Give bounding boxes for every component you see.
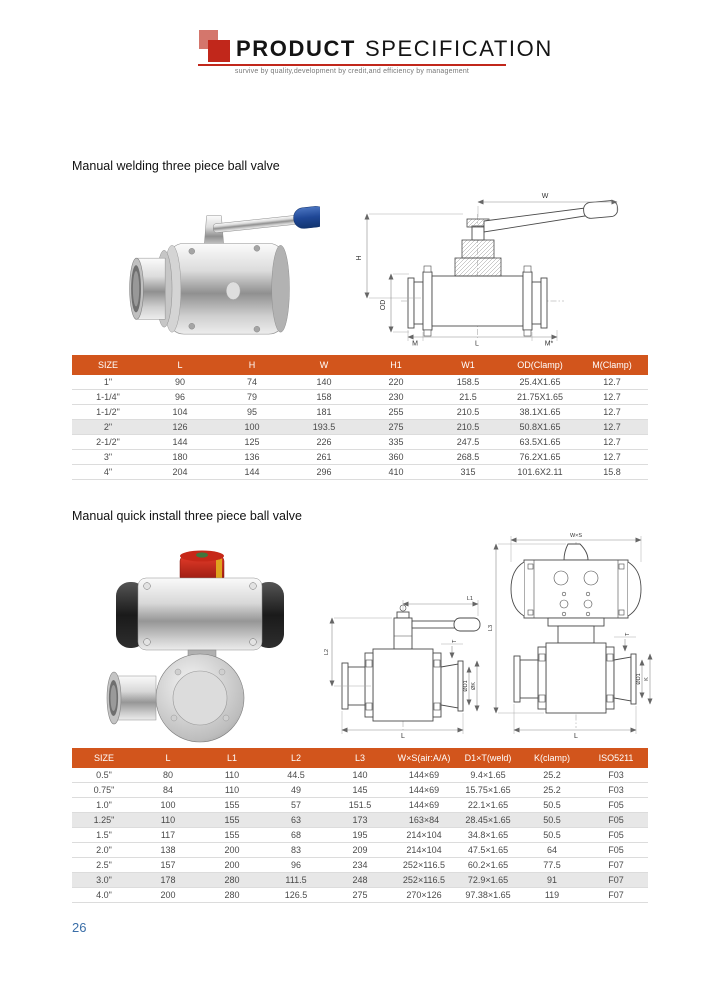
- table-cell: 101.6X2.11: [504, 465, 576, 480]
- product-photo-manual-welding-valve: [106, 196, 320, 344]
- table-cell: F03: [584, 783, 648, 798]
- dim-label-l1: L1: [466, 596, 473, 602]
- table-cell: 140: [328, 768, 392, 783]
- table-cell: 12.7: [576, 435, 648, 450]
- dim-label-l3: L3: [488, 624, 494, 632]
- dim-label-l: L: [401, 733, 405, 740]
- table-row: [72, 375, 648, 390]
- table-cell: 28.45×1.65: [456, 813, 520, 828]
- table-cell: 126.5: [264, 888, 328, 903]
- section1-title: Manual welding three piece ball valve: [72, 159, 280, 173]
- table-cell: 144×69: [392, 783, 456, 798]
- table-cell: 12.7: [576, 390, 648, 405]
- table-cell: 12.7: [576, 375, 648, 390]
- table-cell: 47.5×1.65: [456, 843, 520, 858]
- table-cell: 63.5X1.65: [504, 435, 576, 450]
- page-title: [236, 36, 553, 62]
- brand-header: [198, 28, 553, 80]
- table-cell: 77.5: [520, 858, 584, 873]
- table-row: [72, 828, 648, 843]
- table-cell: 163×84: [392, 813, 456, 828]
- table-cell: 220: [360, 375, 432, 390]
- table-cell: 275: [360, 420, 432, 435]
- table-cell: 68: [264, 828, 328, 843]
- table-cell: 91: [520, 873, 584, 888]
- table-cell: 12.7: [576, 420, 648, 435]
- table-row: [72, 465, 648, 480]
- dim-label-d1: ØD1: [636, 673, 642, 685]
- product-photo-quick-install-valve: [100, 538, 300, 743]
- table-cell: 12.7: [576, 405, 648, 420]
- table-cell: F05: [584, 798, 648, 813]
- table-cell: 4": [72, 465, 144, 480]
- table-cell: 76.2X1.65: [504, 450, 576, 465]
- table-cell: 63: [264, 813, 328, 828]
- column-header: H: [216, 355, 288, 375]
- table-cell: 144: [216, 465, 288, 480]
- table-cell: 195: [328, 828, 392, 843]
- table-cell: 72.9×1.65: [456, 873, 520, 888]
- table-cell: 3.0": [72, 873, 136, 888]
- table-cell: F05: [584, 843, 648, 858]
- table-cell: 0.75": [72, 783, 136, 798]
- table-cell: 209: [328, 843, 392, 858]
- column-header: OD(Clamp): [504, 355, 576, 375]
- column-header: W: [288, 355, 360, 375]
- table-cell: 270×126: [392, 888, 456, 903]
- table-cell: 200: [136, 888, 200, 903]
- table-cell: 95: [216, 405, 288, 420]
- table-cell: 50.5: [520, 798, 584, 813]
- clamp-ferrule: [107, 672, 156, 724]
- dim-label-od: OD: [380, 299, 387, 311]
- page-title-secondary: SPECIFICATION: [364, 36, 553, 61]
- table-cell: 230: [360, 390, 432, 405]
- table-cell: 49: [264, 783, 328, 798]
- dim-label-t: T: [625, 632, 631, 636]
- dim-label-k: ØK: [471, 682, 477, 690]
- table-cell: 50.5: [520, 813, 584, 828]
- table-cell: 57: [264, 798, 328, 813]
- column-header: L2: [264, 748, 328, 768]
- table-cell: 335: [360, 435, 432, 450]
- table-cell: 193.5: [288, 420, 360, 435]
- table-cell: 261: [288, 450, 360, 465]
- table-row: [72, 813, 648, 828]
- table-cell: 22.1×1.65: [456, 798, 520, 813]
- column-header: ISO5211: [584, 748, 648, 768]
- table-cell: 200: [200, 843, 264, 858]
- table-cell: 157: [136, 858, 200, 873]
- clamp-ferrule: [130, 250, 172, 327]
- table-row: [72, 798, 648, 813]
- table-cell: 96: [144, 390, 216, 405]
- table-cell: F07: [584, 873, 648, 888]
- table-cell: 96: [264, 858, 328, 873]
- handle-outline: [484, 208, 585, 232]
- table-cell: 15.75×1.65: [456, 783, 520, 798]
- table-header-row: [72, 748, 648, 768]
- spec-table-quick-install: [72, 748, 648, 903]
- table-cell: 140: [288, 375, 360, 390]
- table-cell: F03: [584, 768, 648, 783]
- actuator-cylinder: [138, 578, 262, 650]
- table-cell: 12.7: [576, 450, 648, 465]
- table-cell: 144×69: [392, 798, 456, 813]
- table-cell: 280: [200, 888, 264, 903]
- dim-label-l: L: [574, 733, 578, 740]
- company-logo-icon: [198, 28, 234, 66]
- table-cell: 111.5: [264, 873, 328, 888]
- table-cell: 296: [288, 465, 360, 480]
- handle-grip: [293, 205, 320, 229]
- dim-label-mstar: M*: [544, 340, 554, 346]
- table-row: [72, 390, 648, 405]
- column-header: SIZE: [72, 355, 144, 375]
- table-row: [72, 768, 648, 783]
- dim-label-d1: ØD1: [463, 680, 469, 692]
- table-cell: 97.38×1.65: [456, 888, 520, 903]
- table-cell: 210.5: [432, 405, 504, 420]
- table-cell: 155: [200, 828, 264, 843]
- table-cell: 90: [144, 375, 216, 390]
- table-cell: 155: [200, 798, 264, 813]
- table-cell: 79: [216, 390, 288, 405]
- table-cell: 181: [288, 405, 360, 420]
- page-title-primary: PRODUCT: [236, 36, 356, 61]
- table-cell: 21.5: [432, 390, 504, 405]
- table-cell: 9.4×1.65: [456, 768, 520, 783]
- dim-label-m: M: [412, 340, 418, 346]
- table-cell: 126: [144, 420, 216, 435]
- table-cell: 200: [200, 858, 264, 873]
- table-cell: 2": [72, 420, 144, 435]
- table-cell: 3": [72, 450, 144, 465]
- table-cell: 80: [136, 768, 200, 783]
- table-cell: 280: [200, 873, 264, 888]
- table-row: [72, 450, 648, 465]
- table-cell: 275: [328, 888, 392, 903]
- table-cell: 119: [520, 888, 584, 903]
- column-header: K(clamp): [520, 748, 584, 768]
- valve-section-view: [401, 200, 618, 338]
- table-row: [72, 858, 648, 873]
- table-cell: 268.5: [432, 450, 504, 465]
- table-cell: 2.0": [72, 843, 136, 858]
- table-row: [72, 843, 648, 858]
- table-cell: F07: [584, 858, 648, 873]
- table-cell: 25.2: [520, 783, 584, 798]
- column-header: W×S(air:A/A): [392, 748, 456, 768]
- column-header: L: [136, 748, 200, 768]
- table-cell: F05: [584, 828, 648, 843]
- valve-body: [163, 243, 289, 334]
- table-cell: 173: [328, 813, 392, 828]
- table-cell: 144×69: [392, 768, 456, 783]
- table-cell: 214×104: [392, 828, 456, 843]
- valve-outline: [514, 643, 636, 713]
- table-cell: 117: [136, 828, 200, 843]
- table-cell: 25.4X1.65: [504, 375, 576, 390]
- dim-label-ws: W×S: [569, 533, 583, 539]
- dim-label-h: H: [356, 255, 363, 261]
- column-header: W1: [432, 355, 504, 375]
- table-row: [72, 420, 648, 435]
- technical-drawing-quick-install-actuator: [486, 528, 655, 740]
- table-cell: 214×104: [392, 843, 456, 858]
- table-cell: 1-1/2": [72, 405, 144, 420]
- table-cell: 145: [328, 783, 392, 798]
- spec-table-manual-welding: [72, 355, 648, 480]
- table-cell: 15.8: [576, 465, 648, 480]
- table-cell: 178: [136, 873, 200, 888]
- table-cell: 25.2: [520, 768, 584, 783]
- table-cell: 252×116.5: [392, 858, 456, 873]
- table-cell: 151.5: [328, 798, 392, 813]
- column-header: L1: [200, 748, 264, 768]
- table-cell: 0.5": [72, 768, 136, 783]
- brand-tagline: survive by quality,development by credit,and efficiency by management: [234, 68, 470, 75]
- table-cell: 1.25": [72, 813, 136, 828]
- dim-label-l: L: [475, 340, 479, 346]
- table-cell: 247.5: [432, 435, 504, 450]
- table-header-row: [72, 355, 648, 375]
- table-cell: 204: [144, 465, 216, 480]
- table-cell: 83: [264, 843, 328, 858]
- table-cell: 50.8X1.65: [504, 420, 576, 435]
- technical-drawing-quick-install-manual: [318, 534, 483, 740]
- table-row: [72, 435, 648, 450]
- table-row: [72, 405, 648, 420]
- table-row: [72, 873, 648, 888]
- table-cell: 64: [520, 843, 584, 858]
- column-header: L: [144, 355, 216, 375]
- table-cell: 180: [144, 450, 216, 465]
- table-cell: 44.5: [264, 768, 328, 783]
- table-cell: 1": [72, 375, 144, 390]
- column-header: M(Clamp): [576, 355, 648, 375]
- table-cell: 1.0": [72, 798, 136, 813]
- table-cell: 255: [360, 405, 432, 420]
- table-cell: F07: [584, 888, 648, 903]
- table-cell: 158.5: [432, 375, 504, 390]
- dim-label-l2: L2: [324, 648, 330, 656]
- table-cell: 138: [136, 843, 200, 858]
- technical-drawing-manual-welding-valve: [345, 186, 650, 346]
- table-cell: 410: [360, 465, 432, 480]
- column-header: SIZE: [72, 748, 136, 768]
- pneumatic-actuator: [116, 551, 284, 665]
- table-cell: 100: [216, 420, 288, 435]
- table-cell: 110: [200, 783, 264, 798]
- table-cell: 34.8×1.65: [456, 828, 520, 843]
- table-cell: 158: [288, 390, 360, 405]
- dim-label-k: K: [644, 677, 650, 681]
- table-cell: 2-1/2": [72, 435, 144, 450]
- logo-front-square: [208, 40, 230, 62]
- table-cell: 155: [200, 813, 264, 828]
- table-cell: 144: [144, 435, 216, 450]
- table-cell: 60.2×1.65: [456, 858, 520, 873]
- table-cell: 210.5: [432, 420, 504, 435]
- table-cell: 74: [216, 375, 288, 390]
- valve-outline: [342, 605, 480, 730]
- table-cell: 100: [136, 798, 200, 813]
- table-cell: 252×116.5: [392, 873, 456, 888]
- section2-title: Manual quick install three piece ball valve: [72, 509, 302, 523]
- table-cell: 2.5": [72, 858, 136, 873]
- table-cell: 21.75X1.65: [504, 390, 576, 405]
- table-cell: 234: [328, 858, 392, 873]
- table-row: [72, 888, 648, 903]
- page-number: 26: [72, 920, 87, 935]
- table-row: [72, 783, 648, 798]
- table-cell: 4.0": [72, 888, 136, 903]
- column-header: H1: [360, 355, 432, 375]
- dim-label-t: T: [452, 639, 458, 643]
- table-cell: 38.1X1.65: [504, 405, 576, 420]
- column-header: D1×T(weld): [456, 748, 520, 768]
- title-underline: [198, 64, 506, 66]
- table-cell: 248: [328, 873, 392, 888]
- table-cell: 104: [144, 405, 216, 420]
- table-cell: 110: [200, 768, 264, 783]
- table-cell: 315: [432, 465, 504, 480]
- valve-body: [156, 654, 244, 742]
- table-cell: 1-1/4": [72, 390, 144, 405]
- table-cell: F05: [584, 813, 648, 828]
- table-cell: 136: [216, 450, 288, 465]
- column-header: L3: [328, 748, 392, 768]
- dim-label-w: W: [541, 193, 549, 200]
- table-cell: 1.5": [72, 828, 136, 843]
- body-logo-stamp: [226, 282, 240, 300]
- table-cell: 110: [136, 813, 200, 828]
- table-cell: 125: [216, 435, 288, 450]
- table-cell: 360: [360, 450, 432, 465]
- table-cell: 50.5: [520, 828, 584, 843]
- table-cell: 84: [136, 783, 200, 798]
- table-cell: 226: [288, 435, 360, 450]
